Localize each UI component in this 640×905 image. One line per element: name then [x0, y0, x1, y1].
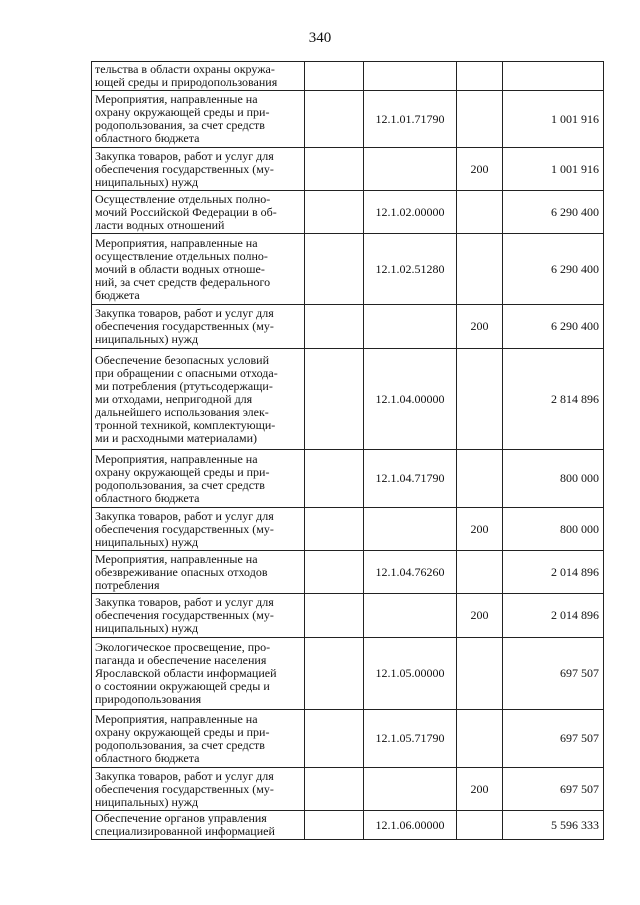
- row-sum-cell: 6 290 400: [503, 191, 604, 234]
- row-code-cell: 12.1.05.71790: [364, 710, 457, 768]
- row-type-cell: [457, 349, 503, 450]
- row-code-cell: 12.1.04.71790: [364, 450, 457, 508]
- row-code-cell: [364, 594, 457, 638]
- row-sum-cell: 800 000: [503, 508, 604, 551]
- row-blank-cell: [305, 450, 364, 508]
- row-sum-cell: 697 507: [503, 768, 604, 811]
- row-sum-cell: 2 814 896: [503, 349, 604, 450]
- table-row: [92, 551, 604, 594]
- table-row: [92, 594, 604, 638]
- table-row: [92, 638, 604, 710]
- row-code-cell: [364, 62, 457, 91]
- row-name-cell: Мероприятия, направленные на обезвреживание опасных отходов потребления: [92, 551, 305, 594]
- table-row: [92, 768, 604, 811]
- row-sum-cell: 697 507: [503, 710, 604, 768]
- row-name-cell: Мероприятия, направленные на охрану окружающей среды и при- родопользования, за счет средств областного бюджета: [92, 450, 305, 508]
- row-name-cell: Мероприятия, направленные на осуществление отдельных полно- мочий в области водных отноше- ний, за счет средств федерального бюджета: [92, 234, 305, 305]
- row-sum-cell: 800 000: [503, 450, 604, 508]
- row-blank-cell: [305, 638, 364, 710]
- row-name-cell: Закупка товаров, работ и услуг для обеспечения государственных (му- ниципальных) нужд: [92, 305, 305, 349]
- row-sum-cell: 6 290 400: [503, 305, 604, 349]
- row-type-cell: 200: [457, 768, 503, 811]
- row-name-cell: Мероприятия, направленные на охрану окружающей среды и при- родопользования, за счет средств областного бюджета: [92, 710, 305, 768]
- row-type-cell: 200: [457, 594, 503, 638]
- row-code-cell: 12.1.06.00000: [364, 811, 457, 840]
- row-type-cell: [457, 811, 503, 840]
- table-row: [92, 349, 604, 450]
- row-code-cell: 12.1.04.00000: [364, 349, 457, 450]
- row-blank-cell: [305, 710, 364, 768]
- row-name-cell: Экологическое просвещение, про- паганда и обеспечение населения Ярославской области информацией о состоянии окружающей среды и природопользования: [92, 638, 305, 710]
- row-name-cell: Закупка товаров, работ и услуг для обеспечения государственных (му- ниципальных) нужд: [92, 148, 305, 191]
- row-code-cell: 12.1.02.00000: [364, 191, 457, 234]
- row-blank-cell: [305, 594, 364, 638]
- budget-table: [91, 61, 604, 840]
- row-code-cell: 12.1.02.51280: [364, 234, 457, 305]
- row-blank-cell: [305, 234, 364, 305]
- row-type-cell: [457, 551, 503, 594]
- row-name-cell: тельства в области охраны окружа- ющей среды и природопользования: [92, 62, 305, 91]
- row-name-cell: Закупка товаров, работ и услуг для обеспечения государственных (му- ниципальных) нужд: [92, 594, 305, 638]
- row-type-cell: [457, 710, 503, 768]
- table-row: [92, 508, 604, 551]
- table-row: [92, 305, 604, 349]
- row-sum-cell: 697 507: [503, 638, 604, 710]
- row-type-cell: [457, 450, 503, 508]
- row-name-cell: Осуществление отдельных полно- мочий Российской Федерации в об- ласти водных отношений: [92, 191, 305, 234]
- table-row: [92, 811, 604, 840]
- row-code-cell: [364, 305, 457, 349]
- row-sum-cell: 5 596 333: [503, 811, 604, 840]
- table-row: [92, 450, 604, 508]
- row-code-cell: 12.1.05.00000: [364, 638, 457, 710]
- row-name-cell: Закупка товаров, работ и услуг для обеспечения государственных (му- ниципальных) нужд: [92, 508, 305, 551]
- row-blank-cell: [305, 191, 364, 234]
- row-blank-cell: [305, 811, 364, 840]
- row-sum-cell: 1 001 916: [503, 91, 604, 148]
- row-code-cell: [364, 508, 457, 551]
- table-row: [92, 710, 604, 768]
- row-type-cell: 200: [457, 508, 503, 551]
- row-type-cell: [457, 191, 503, 234]
- row-type-cell: [457, 62, 503, 91]
- row-sum-cell: 2 014 896: [503, 551, 604, 594]
- row-name-cell: Закупка товаров, работ и услуг для обеспечения государственных (му- ниципальных) нужд: [92, 768, 305, 811]
- row-type-cell: 200: [457, 305, 503, 349]
- table-row: [92, 234, 604, 305]
- row-type-cell: [457, 234, 503, 305]
- row-name-cell: Обеспечение безопасных условий при обращении с опасными отхода- ми потребления (ртутьсодержащи- ми отходами, непригодной для дальнейшего использования элек- тронной техникой, комплектующи- ми и расходными материалами): [92, 349, 305, 450]
- table-row: [92, 191, 604, 234]
- row-blank-cell: [305, 91, 364, 148]
- row-name-cell: Обеспечение органов управления специализированной информацией: [92, 811, 305, 840]
- page-number: 340: [308, 30, 332, 46]
- row-code-cell: 12.1.01.71790: [364, 91, 457, 148]
- row-blank-cell: [305, 551, 364, 594]
- table-row: [92, 91, 604, 148]
- row-sum-cell: 2 014 896: [503, 594, 604, 638]
- table-row: [92, 62, 604, 91]
- row-sum-cell: 6 290 400: [503, 234, 604, 305]
- row-type-cell: [457, 91, 503, 148]
- budget-table-body: [92, 62, 604, 840]
- row-type-cell: [457, 638, 503, 710]
- row-type-cell: 200: [457, 148, 503, 191]
- row-name-cell: Мероприятия, направленные на охрану окружающей среды и при- родопользования, за счет средств областного бюджета: [92, 91, 305, 148]
- row-blank-cell: [305, 768, 364, 811]
- row-blank-cell: [305, 62, 364, 91]
- row-sum-cell: [503, 62, 604, 91]
- row-blank-cell: [305, 349, 364, 450]
- row-code-cell: [364, 768, 457, 811]
- row-code-cell: 12.1.04.76260: [364, 551, 457, 594]
- row-sum-cell: 1 001 916: [503, 148, 604, 191]
- row-blank-cell: [305, 305, 364, 349]
- row-blank-cell: [305, 508, 364, 551]
- table-row: [92, 148, 604, 191]
- row-blank-cell: [305, 148, 364, 191]
- row-code-cell: [364, 148, 457, 191]
